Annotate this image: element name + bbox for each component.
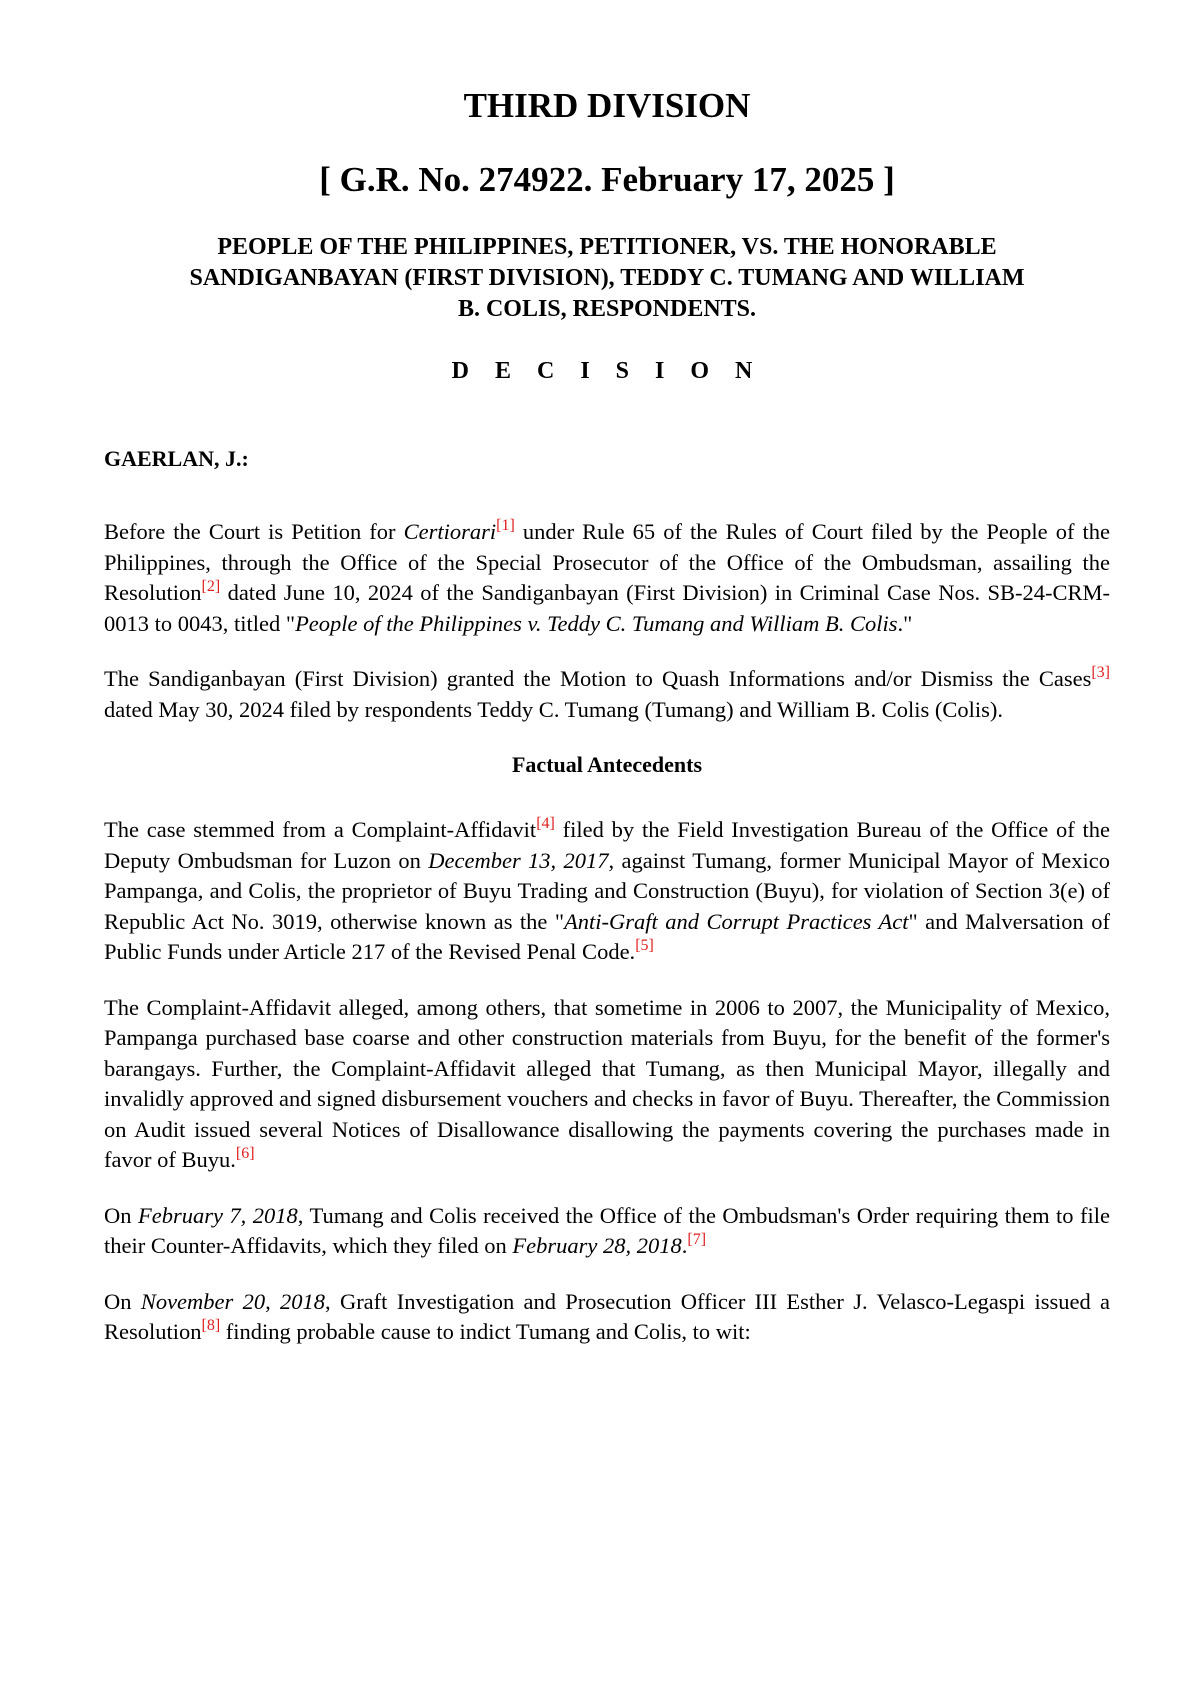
footnote-link-7[interactable]: [7] <box>687 1231 707 1248</box>
paragraph-5: On February 7, 2018, Tumang and Colis received the Office of the Ombudsman's Order requiring them to file their Counter-Affidavits, which they filed on February 28, 2018.[7] <box>104 1202 1111 1258</box>
footnote-link-1[interactable]: [1] <box>496 517 515 534</box>
footnote-link-5[interactable]: [5] <box>635 937 654 954</box>
decision-heading: D E C I S I O N <box>451 358 763 384</box>
gr-number-heading: [ G.R. No. 274922. February 17, 2025 ] <box>319 160 895 199</box>
footnote-link-3[interactable]: [3] <box>1091 664 1110 681</box>
paragraph-2: The Sandiganbayan (First Division) granted the Motion to Quash Informations and/or Dismiss the Cases[3] dated May 30, 2024 filed by respondents Teddy C. Tumang (Tumang) and William B. Colis (Colis). <box>104 664 1110 722</box>
paragraph-6: On November 20, 2018, Graft Investigation and Prosecution Officer III Esther J. Velasco-Legaspi issued a Resolution[8] finding probable cause to indict Tumang and Colis, to wit: <box>104 1288 1111 1344</box>
division-heading: THIRD DIVISION <box>463 86 751 125</box>
footnote-link-6[interactable]: [6] <box>235 1145 255 1162</box>
footnote-link-4[interactable]: [4] <box>536 815 555 832</box>
paragraph-4: The Complaint-Affidavit alleged, among others, that sometime in 2006 to 2007, the Municipality of Mexico, Pampanga purchased base coarse and other construction materials from Buyu, for the benefit of the former's barangays. Further, the Complaint-Affidavit alleged that Tumang, as then Municipal Mayor, illegally and invalidly approved and signed disbursement vouchers and checks in favor of Buyu. Thereafter, the Commission on Audit issued several Notices of Disallowance disallowing the payments covering the purchases made in favor of Buyu.[6] <box>104 994 1110 1172</box>
footnote-link-8[interactable]: [8] <box>201 1317 221 1334</box>
section-heading-factual-antecedents: Factual Antecedents <box>511 752 703 777</box>
paragraph-3: The case stemmed from a Complaint-Affidavit[4] filed by the Field Investigation Bureau of the Office of the Deputy Ombudsman for Luzon on December 13, 2017, against Tumang, former Municipal Mayor of Mexico Pampanga, and Colis, the proprietor of Buyu Trading and Construction (Buyu), for violation of Section 3(e) of Republic Act No. 3019, otherwise known as the "Anti-Graft and Corrupt Practices Act" and Malversation of Public Funds under Article 217 of the Revised Penal Code.[5] <box>104 815 1111 964</box>
paragraph-1: Before the Court is Petition for Certiorari[1] under Rule 65 of the Rules of Court filed by the People of the Philippines, through the Office of the Special Prosecutor of the Office of the Ombudsman, assailing the Resolution[2] dated June 10, 2024 of the Sandiganbayan (First Division) in Criminal Case Nos. SB-24-CRM-0013 to 0043, titled "People of the Philippines v. Teddy C. Tumang and William B. Colis." <box>104 517 1111 636</box>
document-page <box>104 78 1110 1373</box>
case-parties-heading: PEOPLE OF THE PHILIPPINES, PETITIONER, VS. THE HONORABLE SANDIGANBAYAN (FIRST DIVISION), TEDDY C. TUMANG AND WILLIAM B. COLIS, RESPONDENTS. <box>189 234 1025 322</box>
ponente: GAERLAN, J.: <box>104 446 249 471</box>
footnote-link-2[interactable]: [2] <box>201 578 221 595</box>
